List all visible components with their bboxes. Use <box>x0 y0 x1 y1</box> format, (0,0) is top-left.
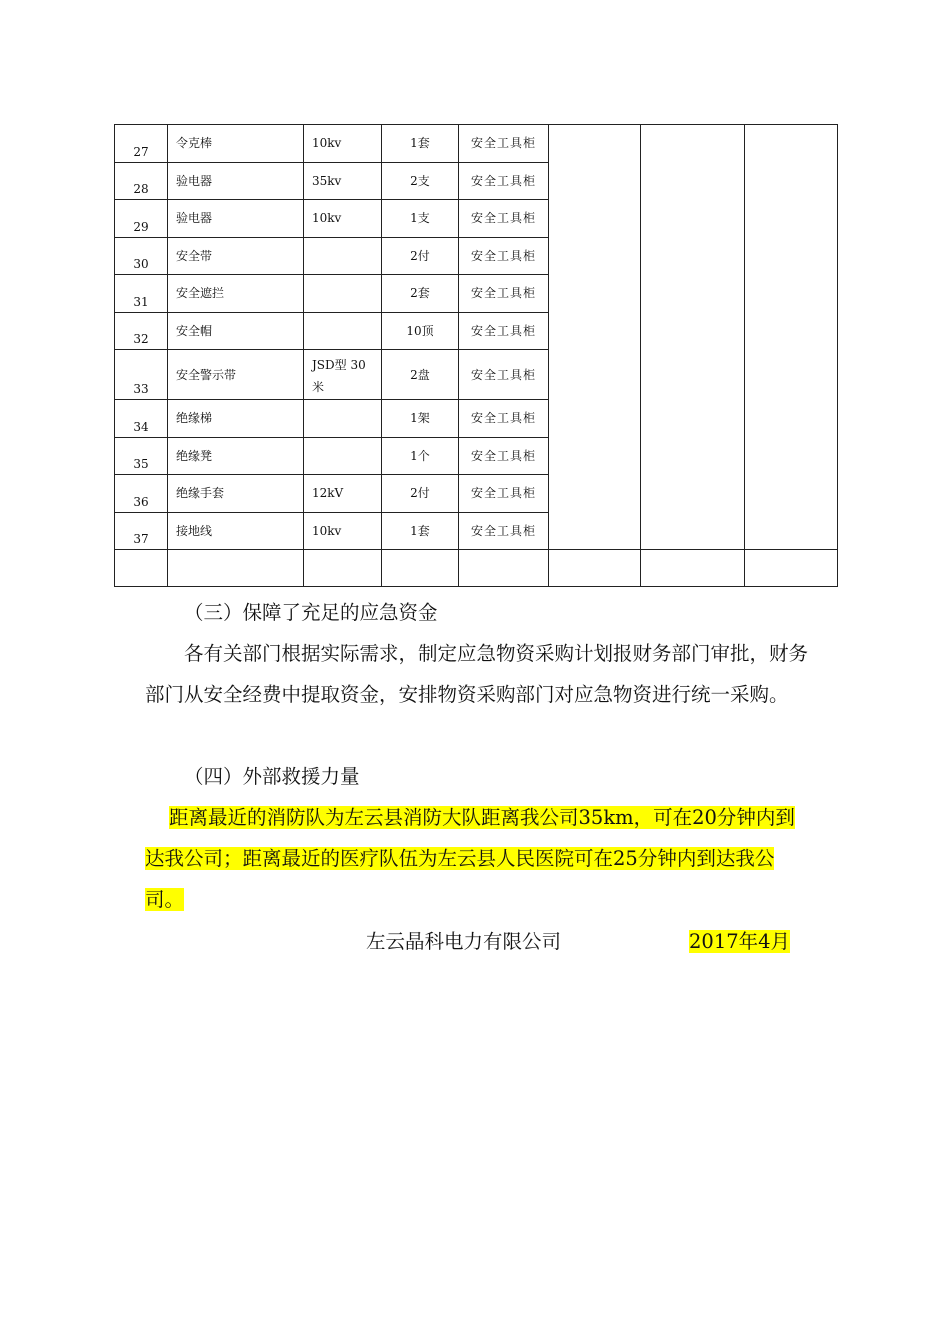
cell-number: 30 <box>115 237 168 275</box>
cell-quantity: 2套 <box>382 275 459 313</box>
cell-spec: 12kV <box>304 475 382 513</box>
cell-location: 安全工具柜 <box>459 275 549 313</box>
signature-company: 左云晶科电力有限公司 <box>366 930 562 953</box>
cell-number: 35 <box>115 437 168 475</box>
cell-quantity: 2支 <box>382 162 459 200</box>
cell-location: 安全工具柜 <box>459 237 549 275</box>
cell-spec <box>304 437 382 475</box>
cell-location: 安全工具柜 <box>459 350 549 400</box>
cell-spec: 35kv <box>304 162 382 200</box>
cell-spec: JSD型 30米 <box>304 350 382 400</box>
cell-quantity: 1架 <box>382 400 459 438</box>
section-4-heading-text: （四）外部救援力量 <box>184 765 360 788</box>
cell-number: 33 <box>115 350 168 400</box>
cell-quantity: 2付 <box>382 475 459 513</box>
cell-name: 绝缘手套 <box>168 475 304 513</box>
cell-name: 安全遮拦 <box>168 275 304 313</box>
cell-spec <box>304 237 382 275</box>
cell-spec: 10kv <box>304 200 382 238</box>
cell-number: 34 <box>115 400 168 438</box>
section-3-body: 各有关部门根据实际需求，制定应急物资采购计划报财务部门审批，财务部门从安全经费中提取资金，安排物资采购部门对应急物资进行统一采购。 <box>145 642 809 706</box>
equipment-table <box>114 124 838 587</box>
cell-name: 绝缘梯 <box>168 400 304 438</box>
table-row <box>115 125 838 163</box>
signature-date-highlight: 2017年4月 <box>689 930 791 953</box>
cell-number: 32 <box>115 312 168 350</box>
cell-empty <box>382 550 459 587</box>
section-3-heading <box>145 592 810 633</box>
cell-spec <box>304 275 382 313</box>
cell-empty <box>115 550 168 587</box>
cell-quantity: 1个 <box>382 437 459 475</box>
section-4-body-highlight: 距离最近的消防队为左云县消防大队距离我公司35km，可在20分钟内到达我公司；距离最近的医疗队伍为左云县人民医院可在25分钟内到达我公司。 <box>145 806 795 911</box>
cell-empty <box>745 550 838 587</box>
cell-quantity: 1套 <box>382 512 459 550</box>
section-4-heading <box>145 756 810 797</box>
cell-number: 28 <box>115 162 168 200</box>
cell-number: 36 <box>115 475 168 513</box>
cell-location: 安全工具柜 <box>459 200 549 238</box>
cell-spec <box>304 400 382 438</box>
cell-location: 安全工具柜 <box>459 512 549 550</box>
cell-number: 31 <box>115 275 168 313</box>
cell-location: 安全工具柜 <box>459 437 549 475</box>
cell-name: 安全帽 <box>168 312 304 350</box>
cell-name: 令克棒 <box>168 125 304 163</box>
cell-spec <box>304 312 382 350</box>
cell-empty <box>641 550 745 587</box>
cell-name: 安全带 <box>168 237 304 275</box>
cell-name: 验电器 <box>168 162 304 200</box>
cell-number: 29 <box>115 200 168 238</box>
cell-quantity: 1套 <box>382 125 459 163</box>
cell-empty-merged <box>745 125 838 550</box>
cell-name: 绝缘凳 <box>168 437 304 475</box>
cell-empty <box>168 550 304 587</box>
cell-name: 安全警示带 <box>168 350 304 400</box>
section-4-body <box>145 797 810 920</box>
signature-date <box>689 921 790 962</box>
cell-empty-merged <box>641 125 745 550</box>
cell-location: 安全工具柜 <box>459 125 549 163</box>
cell-location: 安全工具柜 <box>459 312 549 350</box>
cell-location: 安全工具柜 <box>459 162 549 200</box>
cell-spec: 10kv <box>304 125 382 163</box>
cell-empty <box>459 550 549 587</box>
cell-quantity: 10顶 <box>382 312 459 350</box>
cell-quantity: 2盘 <box>382 350 459 400</box>
cell-location: 安全工具柜 <box>459 475 549 513</box>
cell-number: 27 <box>115 125 168 163</box>
cell-location: 安全工具柜 <box>459 400 549 438</box>
cell-number: 37 <box>115 512 168 550</box>
cell-empty-merged <box>549 125 641 550</box>
table-row-empty <box>115 550 838 587</box>
equipment-table-body <box>115 125 838 587</box>
cell-name: 验电器 <box>168 200 304 238</box>
cell-name: 接地线 <box>168 512 304 550</box>
cell-quantity: 2付 <box>382 237 459 275</box>
cell-empty <box>549 550 641 587</box>
cell-empty <box>304 550 382 587</box>
section-3-heading-text: （三）保障了充足的应急资金 <box>184 601 438 624</box>
cell-quantity: 1支 <box>382 200 459 238</box>
cell-spec: 10kv <box>304 512 382 550</box>
